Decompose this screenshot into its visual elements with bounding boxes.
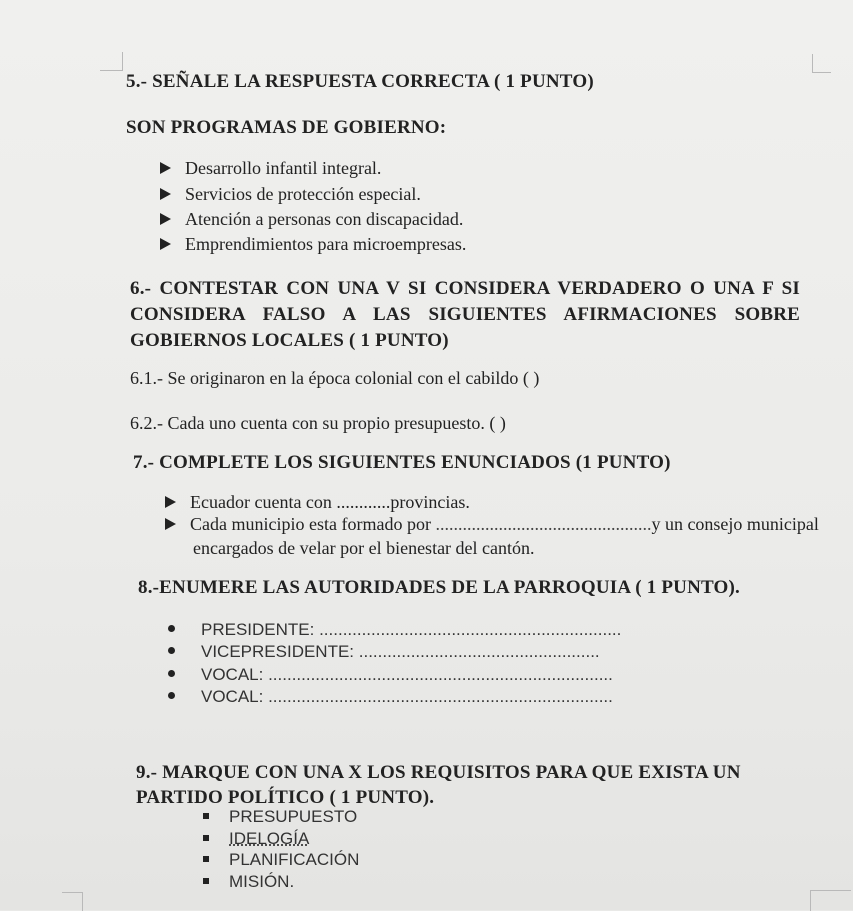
q9-item: IDELOGÍA: [203, 829, 309, 849]
crop-mark-top-right: [812, 54, 831, 73]
q5-title: 5.- SEÑALE LA RESPUESTA CORRECTA ( 1 PUNTO): [126, 71, 594, 92]
q5-item: Servicios de protección especial.: [160, 184, 421, 205]
q9-title-line: PARTIDO POLÍTICO ( 1 PUNTO).: [136, 787, 435, 808]
crop-mark-bottom-right: [810, 890, 851, 911]
q8-item: PRESIDENTE: ................................................................: [168, 620, 621, 640]
arrow-bullet-icon: [160, 188, 171, 200]
q9-title-line: 9.- MARQUE CON UNA X LOS REQUISITOS PARA QUE EXISTA UN: [136, 762, 741, 783]
arrow-bullet-icon: [165, 518, 176, 530]
q6-statement: 6.2.- Cada uno cuenta con su propio presupuesto. ( ): [130, 413, 506, 433]
q6-title-line: 6.- CONTESTAR CON UNA V SI CONSIDERA VERDADERO O UNA F SI: [130, 278, 800, 299]
q7-item: Ecuador cuenta con ............provincias.: [165, 492, 470, 513]
arrow-bullet-icon: [160, 238, 171, 250]
square-bullet-icon: [203, 856, 209, 862]
q6-title-line: GOBIERNOS LOCALES ( 1 PUNTO): [130, 330, 449, 351]
q5-item: Desarrollo infantil integral.: [160, 158, 381, 179]
arrow-bullet-icon: [165, 496, 176, 508]
q9-item: PLANIFICACIÓN: [203, 850, 359, 870]
q7-item: Cada municipio esta formado por ................................................y un consejo municipal: [165, 514, 797, 535]
q8-title: 8.-ENUMERE LAS AUTORIDADES DE LA PARROQUIA ( 1 PUNTO).: [138, 577, 740, 598]
dot-bullet-icon: [168, 670, 175, 677]
q8-item: VICEPRESIDENTE: ...................................................: [168, 642, 600, 662]
q5-item: Atención a personas con discapacidad.: [160, 209, 463, 230]
square-bullet-icon: [203, 835, 209, 841]
arrow-bullet-icon: [160, 213, 171, 225]
q7-item-continuation: encargados de velar por el bienestar del cantón.: [193, 538, 535, 558]
q7-title: 7.- COMPLETE LOS SIGUIENTES ENUNCIADOS (1 PUNTO): [133, 452, 671, 473]
q9-item: PRESUPUESTO: [203, 807, 357, 827]
q5-item: Emprendimientos para microempresas.: [160, 234, 466, 255]
dot-bullet-icon: [168, 625, 175, 632]
dot-bullet-icon: [168, 692, 175, 699]
q6-title-line: CONSIDERA FALSO A LAS SIGUIENTES AFIRMACIONES SOBRE: [130, 304, 800, 325]
arrow-bullet-icon: [160, 162, 171, 174]
q5-subtitle: SON PROGRAMAS DE GOBIERNO:: [126, 117, 447, 138]
square-bullet-icon: [203, 878, 209, 884]
q8-item: VOCAL: .........................................................................: [168, 687, 613, 707]
q6-statement: 6.1.- Se originaron en la época colonial con el cabildo ( ): [130, 368, 540, 388]
q8-item: VOCAL: .........................................................................: [168, 665, 613, 685]
square-bullet-icon: [203, 813, 209, 819]
q9-item: MISIÓN.: [203, 872, 294, 892]
crop-mark-bottom-left: [62, 892, 83, 911]
crop-mark-top-left: [100, 52, 123, 71]
dot-bullet-icon: [168, 647, 175, 654]
